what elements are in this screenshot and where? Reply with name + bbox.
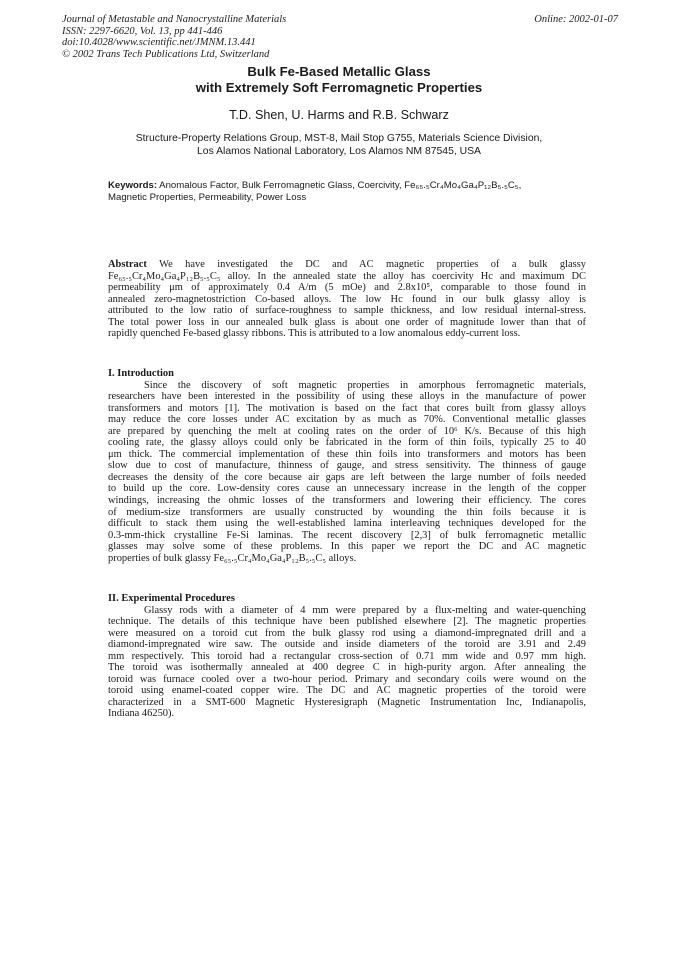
keywords-label: Keywords: <box>108 180 158 191</box>
paragraph-line: are prepared by quenching the melt at cooling rates on the order of 10⁶ K/s. Because of this high <box>108 425 586 437</box>
issn: ISSN: 2297-6620, Vol. 13, pp 441-446 <box>62 25 223 37</box>
copyright: © 2002 Trans Tech Publications Ltd, Switzerland <box>62 48 270 60</box>
paragraph-line: cooling rate, the glassy alloys could only be fabricated in the form of thin foils, typically 25 to 40 <box>108 437 586 449</box>
paragraph-line: of medium-size transformers are usually constructed by wounding the thin foils because it is <box>108 506 586 518</box>
paragraph-line: Indiana 46250). <box>108 708 175 720</box>
keywords-line-1: Anomalous Factor, Bulk Ferromagnetic Glass, Coercivity, Fe₆₅.₅Cr₄Mo₄Ga₄P₁₂B₅.₅C₅, <box>157 180 522 191</box>
doi: doi:10.4028/www.scientific.net/JMNM.13.441 <box>62 37 256 49</box>
paragraph-line: Glassy rods with a diameter of 4 mm were prepared by a flux-melting and water-quenching <box>144 604 586 616</box>
keywords-line-2: Magnetic Properties, Permeability, Power Loss <box>108 191 307 203</box>
paper-title <box>0 64 678 95</box>
abstract <box>108 259 586 340</box>
paragraph-line: glasses may solve some of these problems. In this paper we report the DC and AC magnetic <box>108 541 586 553</box>
paragraph-line: Since the discovery of soft magnetic properties in amorphous ferromagnetic materials, <box>144 379 586 391</box>
paragraph-line: mm respectively. This toroid had a rectangular cross-section of 0.71 mm wide and 0.97 mm high. <box>108 650 586 662</box>
authors: T.D. Shen, U. Harms and R.B. Schwarz <box>229 108 449 122</box>
journal-name: Journal of Metastable and Nanocrystalline Materials <box>62 14 287 25</box>
paragraph-line: decreases the density of the core because air gaps are left between the large number of foils needed <box>108 471 586 483</box>
abstract-line: permeability μm of approximately 0.4 A/m (5 mOe) and 2.8x10⁵, comparable to those found in <box>108 282 586 294</box>
paragraph-line: 0.3-mm-thick crystalline Fe-Si laminas. The recent discovery [2,3] of bulk ferromagnetic metallic <box>108 529 586 541</box>
introduction-section <box>108 368 586 564</box>
experimental-heading: II. Experimental Procedures <box>108 593 235 604</box>
online-date: Online: 2002-01-07 <box>534 14 618 25</box>
title-line-1: Bulk Fe-Based Metallic Glass <box>247 64 431 79</box>
affiliation-line-2: Los Alamos National Laboratory, Los Alamos NM 87545, USA <box>197 146 481 157</box>
paragraph-line: windings, increasing the ohmic losses of the transformers and lowering their efficiency. The cores <box>108 495 586 507</box>
paragraph-line: diamond-impregnated wire saw. The outside and inside diameters of the toroid are 3.91 and 2.49 <box>108 639 586 651</box>
paragraph-line: μm thick. The commercial implementation of these thin foils into transformers and motors has been <box>108 448 586 460</box>
affiliation <box>0 132 678 158</box>
abstract-line: The total power loss in our annealed bulk glass is about one order of magnitude lower than that of <box>108 316 586 328</box>
paragraph-line: to build up the core. Low-density cores cause an unnecessary increase in the length of the copper <box>108 483 586 495</box>
abstract-label: Abstract <box>108 259 147 270</box>
paragraph-line: difficult to stack them using the well-established lamina interleaving techniques developed for the <box>108 518 586 530</box>
paragraph-line: toroid was furnace cooled over a two-hour period. Primary and secondary coils were wound on the <box>108 673 586 685</box>
paragraph-line: toroid using enamel-coated copper wire. The DC and AC magnetic properties of the toroid were <box>108 685 586 697</box>
keywords <box>108 180 578 203</box>
abstract-line: Fe₆₅.₅Cr₄Mo₄Ga₄P₁₂B₅.₅C₅ alloy. In the annealed state the alloy has coercivity Hc and maximum DC <box>108 270 586 282</box>
paragraph-line: researchers have been interested in the possibility of using these alloys in the manufacture of power <box>108 391 586 403</box>
title-line-2: with Extremely Soft Ferromagnetic Properties <box>195 79 483 95</box>
abstract-line: attributed to the low ratio of surface-roughness to sample thickness, and low residual internal-stress. <box>108 305 586 317</box>
abstract-line: Abstract We have investigated the DC and AC magnetic properties of a bulk glassy <box>108 259 586 270</box>
paragraph-line: technique. The details of this technique have been published elsewhere [2]. The magnetic properties <box>108 616 586 628</box>
abstract-line: annealed zero-magnetostriction Co-based alloys. The low Hc found in our bulk glassy alloy is <box>108 293 586 305</box>
page-header <box>62 14 618 60</box>
experimental-section <box>108 593 586 720</box>
paragraph-line: may reduce the core losses under AC excitation by as much as 70%. Conventional metallic glasses <box>108 414 586 426</box>
introduction-heading: I. Introduction <box>108 368 174 379</box>
paragraph-line: slow due to cost of manufacture, thinness of gauge, and stress sensitivity. The thinness of gauge <box>108 460 586 472</box>
paragraph-line: The toroid was isothermally annealed at 400 degree C in high-purity argon. After annealing the <box>108 662 586 674</box>
paragraph-line: characterized in a SMT-600 Magnetic Hysteresigraph (Magnetic Instrumentation Inc, Indianapolis, <box>108 696 586 708</box>
abstract-line: rapidly quenched Fe-based glassy ribbons. This is attributed to a low anomalous eddy-current loss. <box>108 328 521 340</box>
affiliation-line-1: Structure-Property Relations Group, MST-8, Mail Stop G755, Materials Science Division, <box>135 133 543 144</box>
paragraph-line: transformers and motors [1]. The motivation is based on the fact that cores built from glassy alloys <box>108 402 586 414</box>
paragraph-line: were measured on a toroid cut from the bulk glassy rod using a diamond-impregnated drill and a <box>108 627 586 639</box>
paragraph-line: properties of bulk glassy Fe₆₅.₅Cr₄Mo₄Ga₄P₁₂B₅.₅C₅ alloys. <box>108 552 357 564</box>
